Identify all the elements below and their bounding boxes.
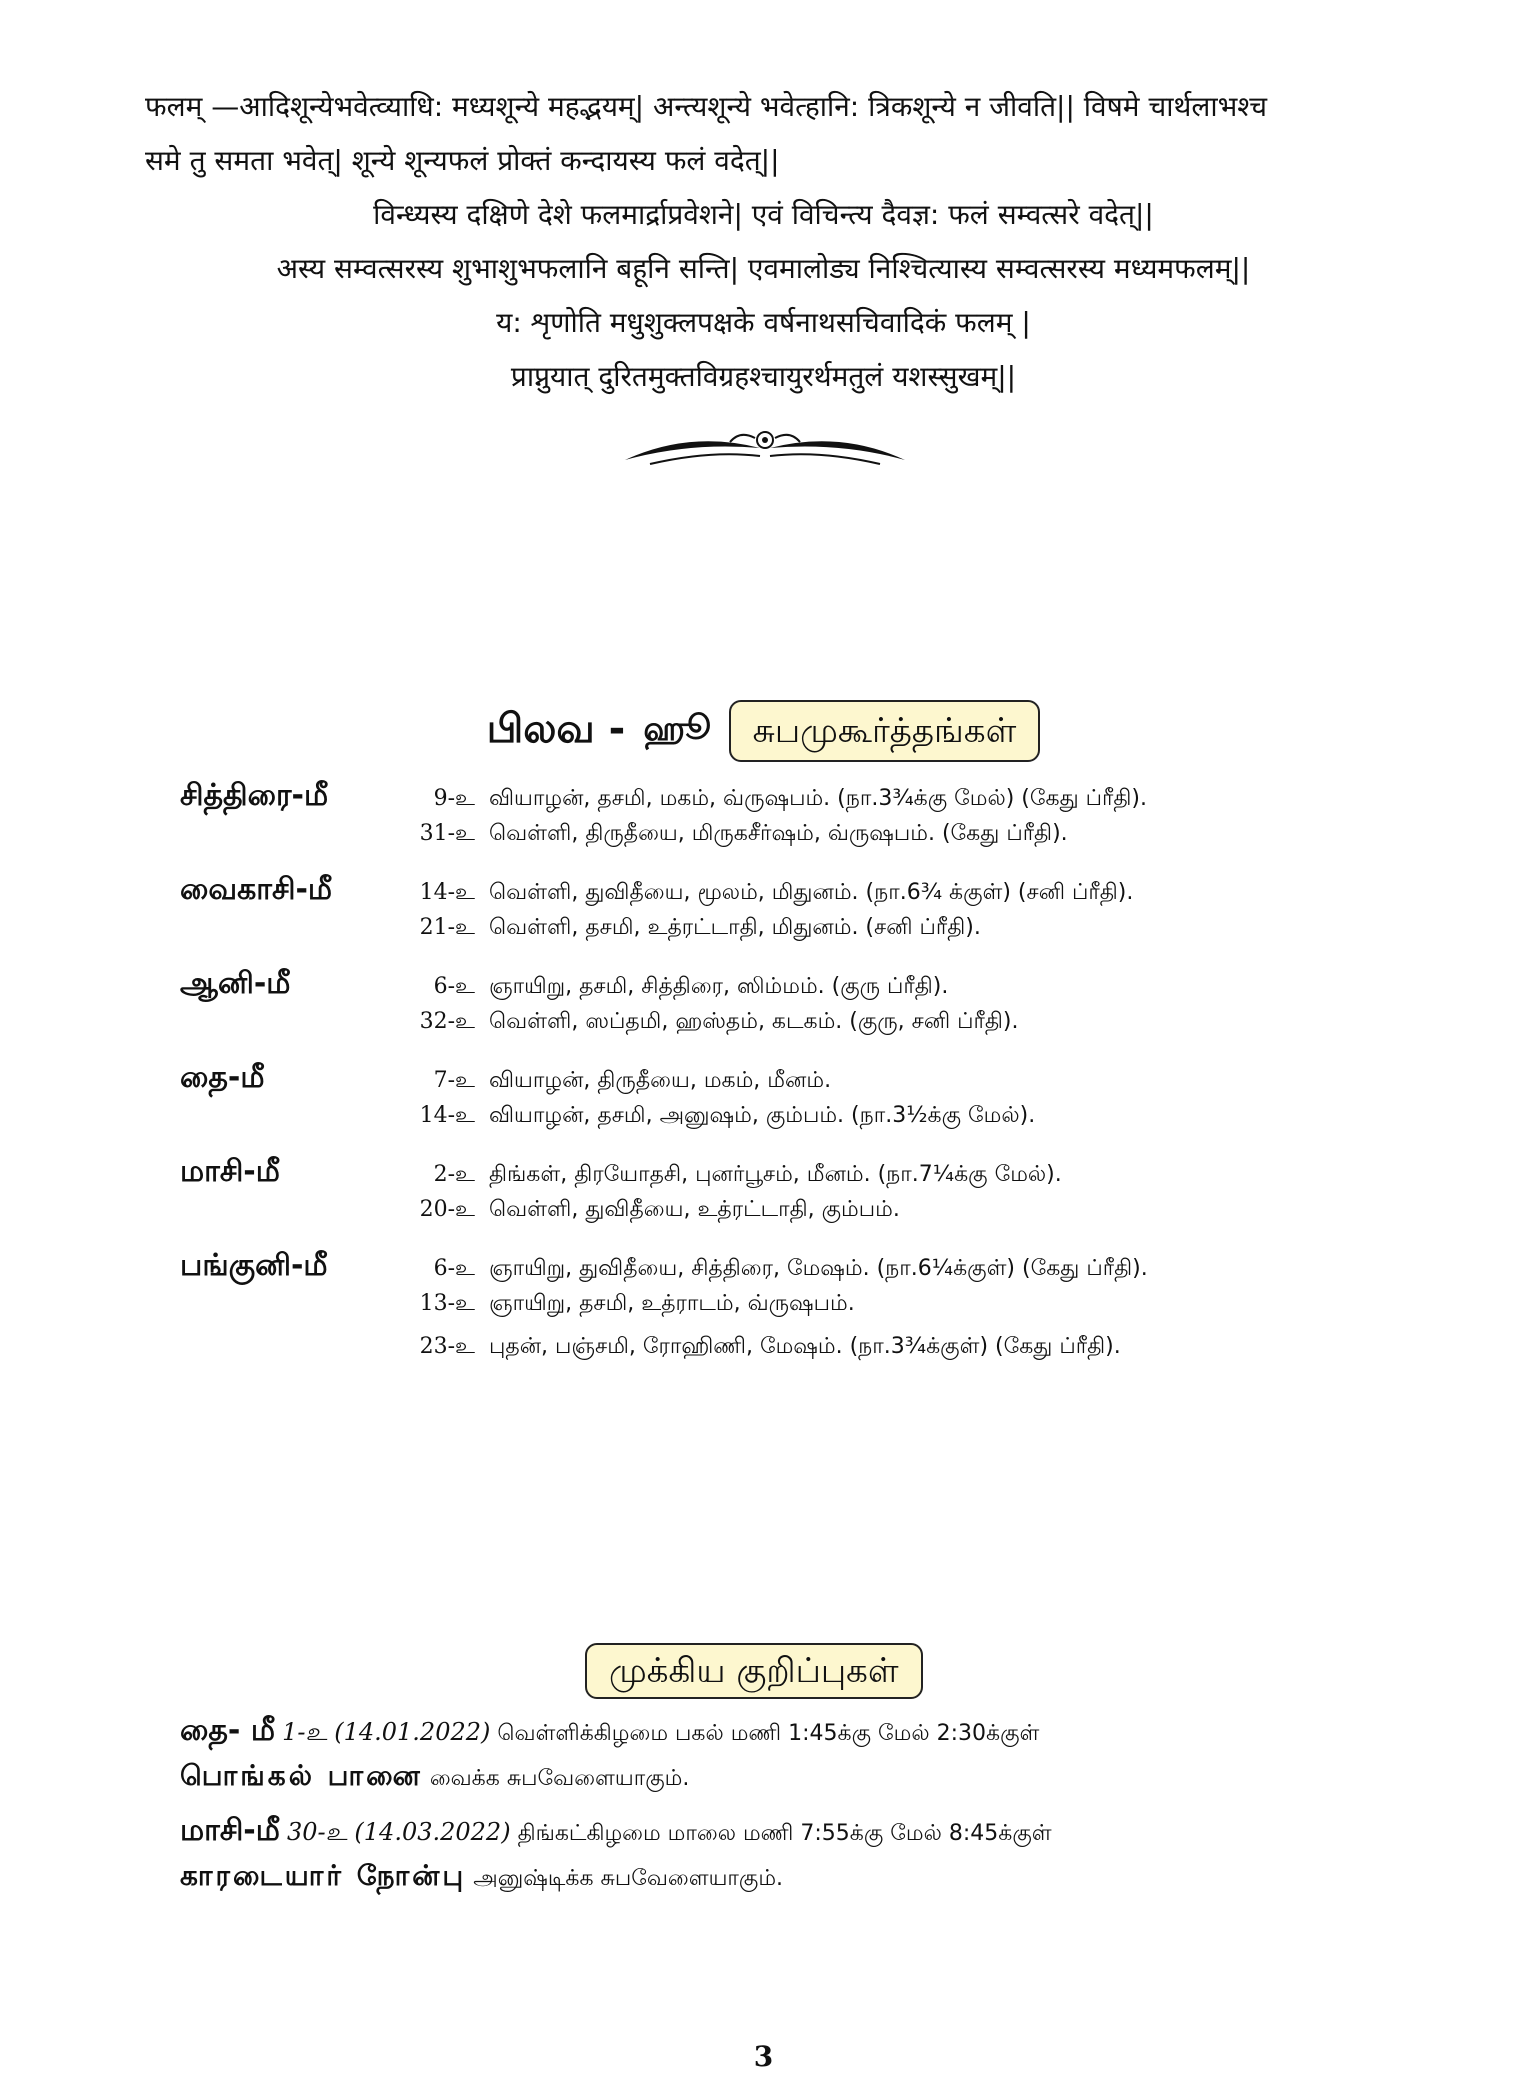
- sanskrit-line-5: य: शृणोति मधुशुक्लपक्षके वर्षनाथसचिवादिकं फलम् |: [496, 306, 1031, 339]
- day-label: 23-உ: [419, 1334, 475, 1359]
- day-label: 14-உ: [419, 880, 475, 905]
- day-label: 32-உ: [419, 1009, 475, 1034]
- note-date: (14.03.2022): [354, 1818, 511, 1846]
- day-label: 9-உ: [433, 786, 475, 811]
- muhurta-detail: வெள்ளி, திருதீயை, மிருகசீர்ஷம், வ்ருஷபம். (கேது ப்ரீதி).: [489, 821, 1068, 846]
- muhurta-list: [180, 778, 1380, 1377]
- list-item: [180, 778, 1380, 821]
- year-title: பிலவ -: [486, 705, 626, 752]
- month-label: தை-மீ: [180, 1060, 265, 1095]
- note-month: மாசி-மீ: [180, 1813, 280, 1848]
- note-month: தை- மீ: [180, 1713, 276, 1748]
- muhurta-detail: வியாழன், தசமி, மகம், வ்ருஷபம். (நா.3¾க்கு மேல்) (கேது ப்ரீதி).: [489, 786, 1147, 811]
- list-item: [180, 915, 1380, 958]
- muhurta-detail: ஞாயிறு, தசமி, சித்திரை, ஸிம்மம். (குரு ப்ரீதி).: [489, 974, 949, 999]
- day-label: 31-உ: [419, 821, 475, 846]
- sanskrit-verses: [0, 80, 1527, 404]
- note-day: 1-உ: [282, 1718, 328, 1746]
- year-symbol: ஹூ: [643, 709, 711, 749]
- muhurta-detail: வெள்ளி, துவிதீயை, உத்ரட்டாதி, கும்பம்.: [489, 1197, 900, 1222]
- sanskrit-line-3: विन्ध्यस्य दक्षिणे देशे फलमार्द्राप्रवेशने| एवं विचिन्त्य दैवज्ञ: फलं सम्वत्सरे वदेत्||: [373, 198, 1154, 231]
- muhurta-title-box: சுபமுகூர்த்தங்கள்: [729, 700, 1041, 762]
- muhurta-detail: ஞாயிறு, துவிதீயை, சித்திரை, மேஷம். (நா.6¼க்குள்) (கேது ப்ரீதி).: [489, 1256, 1148, 1281]
- day-label: 6-உ: [433, 974, 475, 999]
- muhurta-heading: [0, 700, 1527, 762]
- list-item: [180, 966, 1380, 1009]
- sanskrit-line-4: अस्य सम्वत्सरस्य शुभाशुभफलानि बहूनि सन्ति| एवमालोड्य निश्चित्यास्य सम्वत्सरस्य मध्यमफलम्||: [276, 252, 1251, 285]
- muhurta-detail: வெள்ளி, ஸப்தமி, ஹஸ்தம், கடகம். (குரு, சனி ப்ரீதி).: [489, 1009, 1019, 1034]
- note-2-line-2: [180, 1855, 1330, 1900]
- month-label: சித்திரை-மீ: [180, 778, 329, 813]
- list-item: [180, 1103, 1380, 1146]
- sanskrit-line-6: प्राप्नुयात् दुरितमुक्तविग्रहश्चायुरर्थमतुलं यशस्सुखम्||: [510, 360, 1017, 393]
- list-item: [180, 872, 1380, 915]
- list-item: [180, 1197, 1380, 1240]
- note-tail: வைக்க சுபவேளையாகும்.: [429, 1766, 690, 1791]
- list-item: [180, 1248, 1380, 1291]
- note-1-line-1: [180, 1710, 1330, 1755]
- note-event: பொங்கல் பானை: [180, 1759, 423, 1792]
- list-item: [180, 1060, 1380, 1103]
- muhurta-detail: புதன், பஞ்சமி, ரோஹிணி, மேஷம். (நா.3¾க்குள்) (கேது ப்ரீதி).: [489, 1334, 1121, 1359]
- list-item: [180, 821, 1380, 864]
- note-day: 30-உ: [287, 1818, 348, 1846]
- muhurta-detail: திங்கள், திரயோதசி, புனர்பூசம், மீனம். (நா.7¼க்கு மேல்).: [489, 1162, 1062, 1187]
- day-label: 14-உ: [419, 1103, 475, 1128]
- day-label: 21-உ: [419, 915, 475, 940]
- month-label: மாசி-மீ: [180, 1154, 280, 1189]
- muhurta-detail: ஞாயிறு, தசமி, உத்ராடம், வ்ருஷபம்.: [489, 1291, 855, 1316]
- note-tail: அனுஷ்டிக்க சுபவேளையாகும்.: [473, 1866, 784, 1891]
- day-label: 2-உ: [433, 1162, 475, 1187]
- month-label: பங்குனி-மீ: [180, 1248, 328, 1283]
- list-item: [180, 1291, 1380, 1334]
- note-2-line-1: [180, 1810, 1330, 1855]
- muhurta-detail: வியாழன், தசமி, அனுஷம், கும்பம். (நா.3½க்கு மேல்).: [489, 1103, 1036, 1128]
- page-number: 3: [753, 2040, 774, 2073]
- month-label: ஆனி-மீ: [180, 966, 291, 1001]
- muhurta-detail: வியாழன், திருதீயை, மகம், மீனம்.: [489, 1068, 832, 1093]
- note-time-text: வெள்ளிக்கிழமை பகல் மணி 1:45க்கு மேல் 2:30க்குள்: [497, 1721, 1040, 1746]
- list-item: [180, 1009, 1380, 1052]
- notes-heading: [585, 1648, 923, 1694]
- note-1-line-2: [180, 1755, 1330, 1800]
- notes-title-box: முக்கிய குறிப்புகள்: [585, 1643, 923, 1699]
- list-item: [180, 1154, 1380, 1197]
- muhurta-detail: வெள்ளி, துவிதீயை, மூலம், மிதுனம். (நா.6¾ க்குள்) (சனி ப்ரீதி).: [489, 880, 1134, 905]
- muhurta-detail: வெள்ளி, தசமி, உத்ரட்டாதி, மிதுனம். (சனி ப்ரீதி).: [489, 915, 981, 940]
- day-label: 13-உ: [419, 1291, 475, 1316]
- day-label: 6-உ: [433, 1256, 475, 1281]
- list-item: [180, 1334, 1380, 1377]
- note-date: (14.01.2022): [334, 1718, 491, 1746]
- sanskrit-line-1: फलम् —आदिशून्येभवेत्व्याधि: मध्यशून्ये महद्भयम्| अन्त्यशून्ये भवेत्हानि: त्रिकशून्ये न जीवति|| विषमे चार्थलाभश्च: [145, 90, 1267, 123]
- ornament-divider-icon: [620, 420, 910, 470]
- important-notes: [180, 1710, 1330, 1900]
- day-label: 20-உ: [419, 1197, 475, 1222]
- month-label: வைகாசி-மீ: [180, 872, 333, 907]
- note-time-text: திங்கட்கிழமை மாலை மணி 7:55க்கு மேல் 8:45க்குள்: [517, 1821, 1052, 1846]
- note-event: காரடையார் நோன்பு: [180, 1859, 467, 1892]
- sanskrit-line-2: समे तु समता भवेत्| शून्ये शून्यफलं प्रोक्तं कन्दायस्य फलं वदेत्||: [145, 144, 780, 177]
- day-label: 7-உ: [433, 1068, 475, 1093]
